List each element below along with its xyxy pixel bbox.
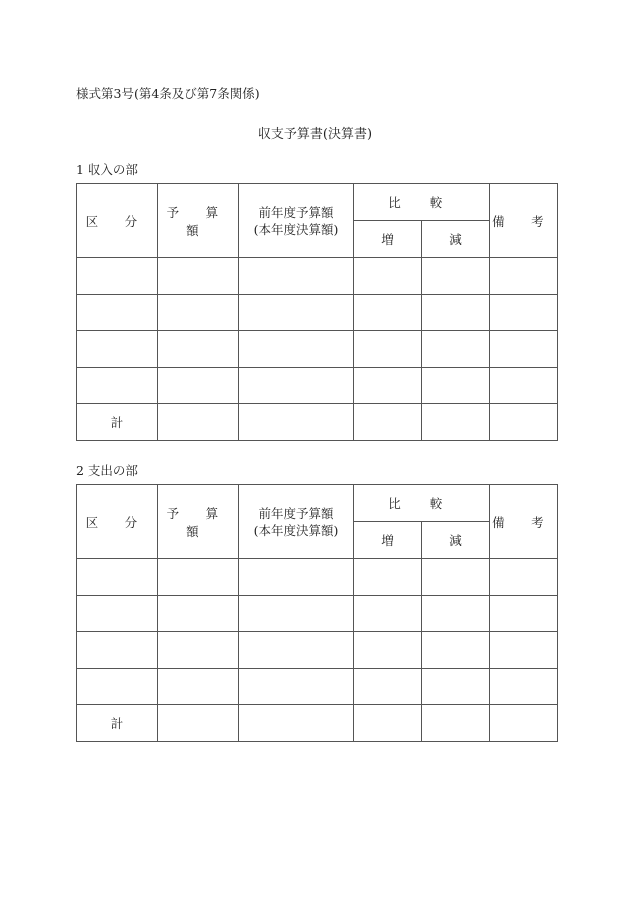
table-row xyxy=(77,294,558,331)
header-previous-year xyxy=(239,184,354,258)
header-previous-line1: 前年度予算額 xyxy=(258,204,334,220)
document-title: 収支予算書(決算書) xyxy=(257,127,373,142)
header-remarks: 備 考 xyxy=(490,485,558,559)
expense-table xyxy=(76,484,558,742)
table-row xyxy=(77,367,558,404)
header-previous-line2: (本年度決算額) xyxy=(253,221,339,237)
header-category: 区 分 xyxy=(77,485,158,559)
header-increase: 増 xyxy=(354,522,422,559)
total-row xyxy=(77,404,558,441)
expense-section-heading: 2 支出の部 xyxy=(76,463,138,478)
header-previous-line1: 前年度予算額 xyxy=(258,505,334,521)
income-section-heading: 1 収入の部 xyxy=(76,162,138,177)
header-comparison: 比 較 xyxy=(354,485,490,522)
total-row xyxy=(77,705,558,742)
header-budget: 予 算 額 xyxy=(158,184,239,258)
header-increase: 増 xyxy=(354,221,422,258)
income-table xyxy=(76,183,558,441)
table-row xyxy=(77,559,558,596)
table-row xyxy=(77,258,558,295)
header-remarks: 備 考 xyxy=(490,184,558,258)
table-row xyxy=(77,632,558,669)
header-budget: 予 算 額 xyxy=(158,485,239,559)
header-previous-line2: (本年度決算額) xyxy=(253,522,339,538)
total-label: 計 xyxy=(77,404,158,441)
header-previous-year xyxy=(239,485,354,559)
header-decrease: 減 xyxy=(422,522,490,559)
table-row xyxy=(77,331,558,368)
table-row xyxy=(77,668,558,705)
table-row xyxy=(77,595,558,632)
total-label: 計 xyxy=(77,705,158,742)
header-decrease: 減 xyxy=(422,221,490,258)
form-number: 様式第3号(第4条及び第7条関係) xyxy=(76,86,260,101)
header-category: 区 分 xyxy=(77,184,158,258)
header-comparison: 比 較 xyxy=(354,184,490,221)
